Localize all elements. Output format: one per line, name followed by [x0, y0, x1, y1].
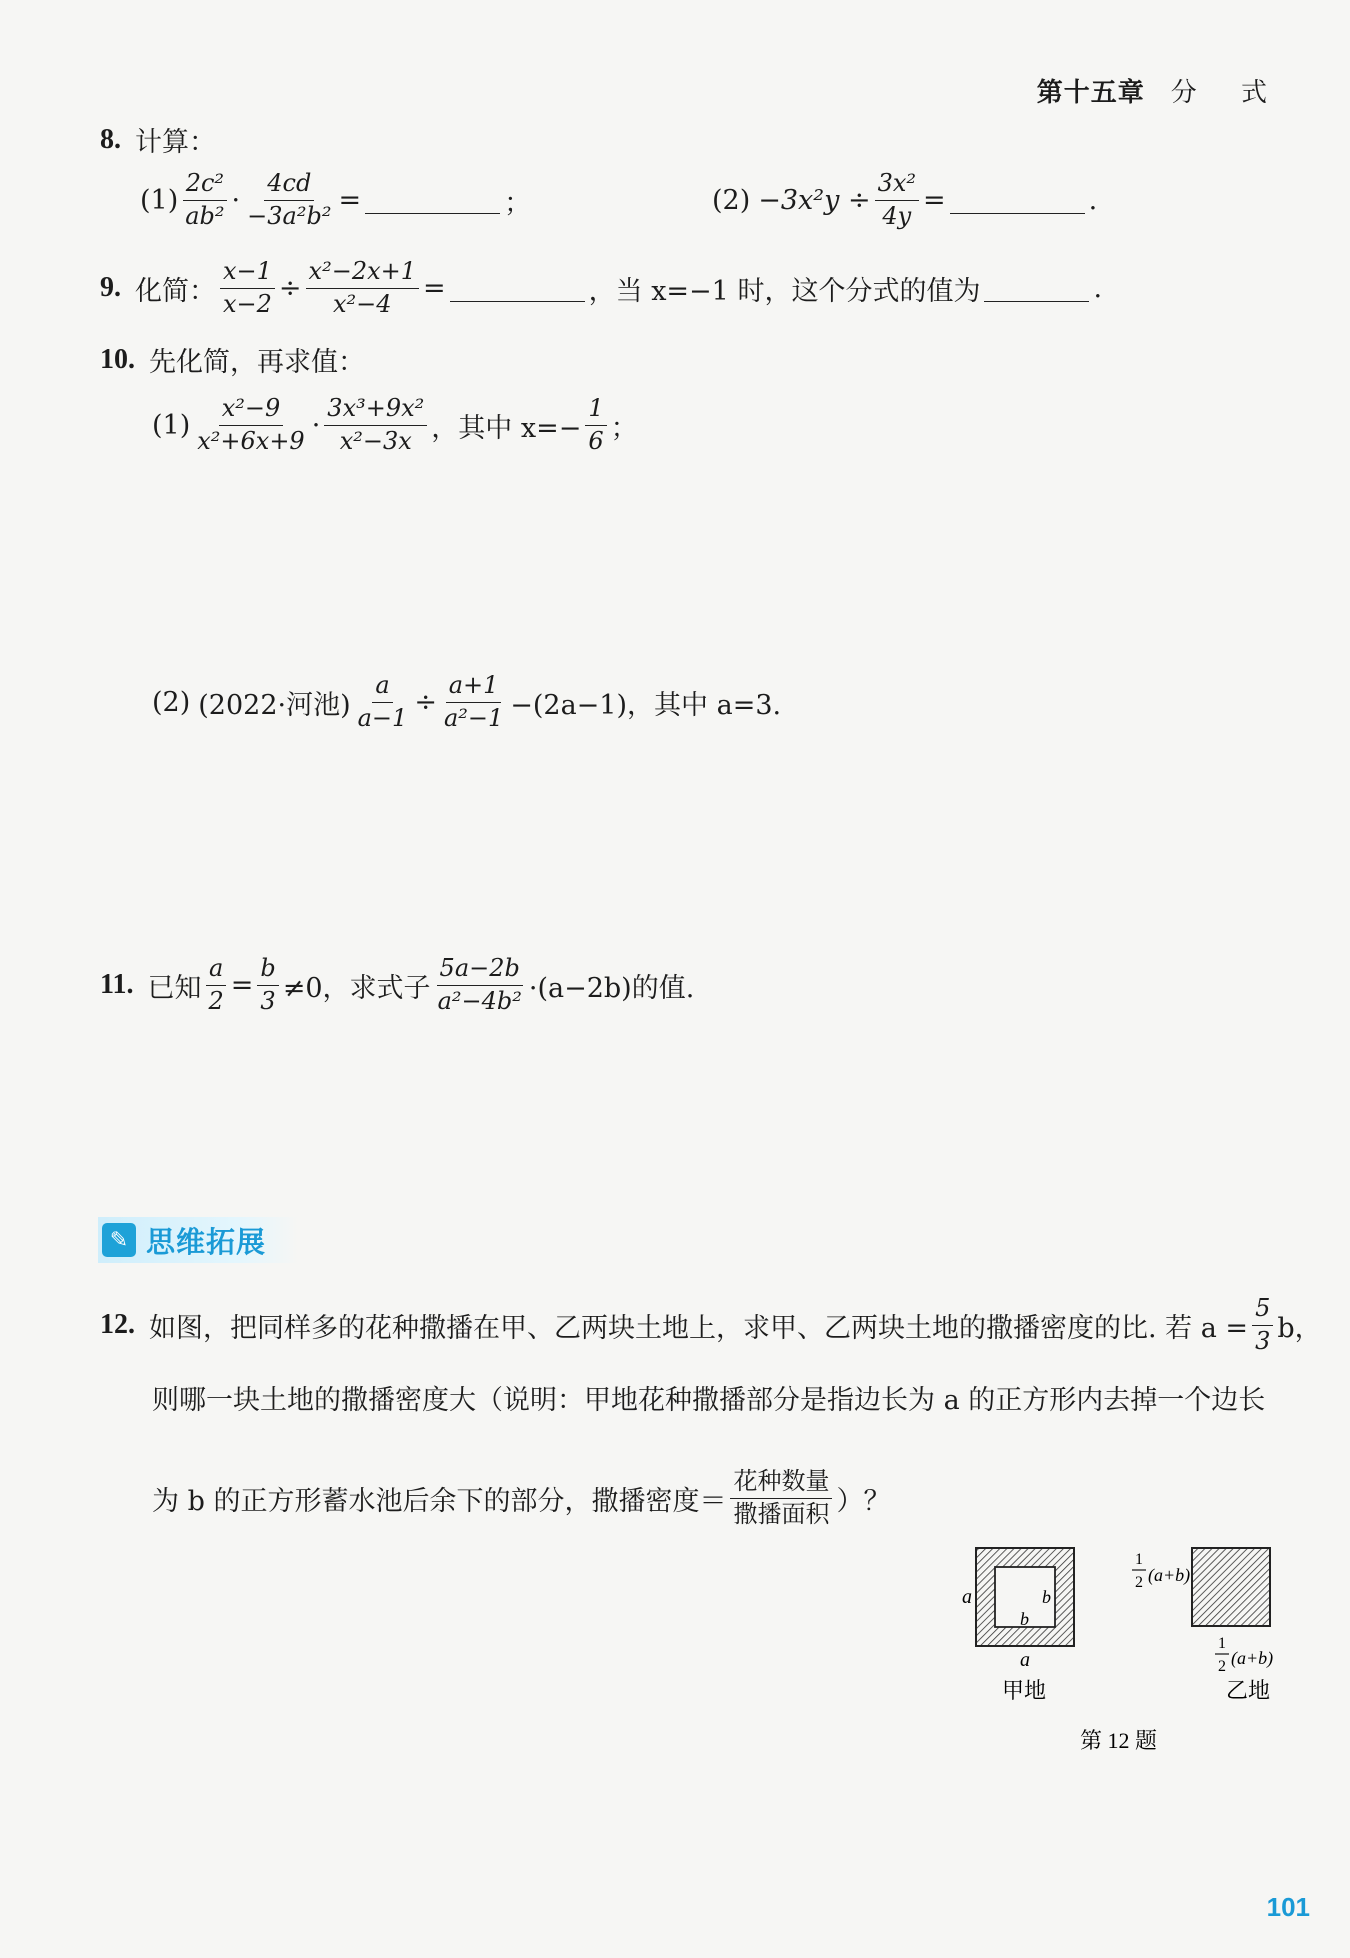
fraction: $\frac{\text{x²−9}}{\text{x²+6x+9}}$ — [197, 394, 305, 455]
question-12-line-1 — [100, 1295, 1322, 1355]
section-header — [98, 1217, 298, 1263]
question-text: ）？ — [836, 1485, 891, 1517]
label-jia: 甲地 — [1002, 1678, 1047, 1703]
page-number: 101 — [1266, 1892, 1310, 1922]
part-label: (1) — [152, 409, 191, 441]
equals: = — [230, 969, 254, 1001]
fraction: $\frac{a}{2}$ — [205, 955, 226, 1015]
question-8-part-2 — [712, 170, 1097, 230]
answer-blank[interactable] — [950, 187, 1085, 214]
question-text: b， — [1277, 1312, 1322, 1344]
punct: . — [1088, 184, 1098, 216]
question-12-line-3 — [152, 1468, 890, 1528]
punct: . — [1093, 272, 1103, 304]
label-b-inner: b — [1020, 1609, 1029, 1629]
label-yi: 乙地 — [1226, 1678, 1271, 1703]
question-11 — [100, 955, 694, 1015]
label-a-left: a — [962, 1586, 972, 1608]
question-text: ·(a−2b)的值. — [528, 972, 695, 1004]
question-8 — [100, 120, 216, 159]
label-a-bottom: a — [1020, 1649, 1030, 1671]
fraction: $\frac{4cd}{\text{−3a²b²}}$ — [247, 169, 332, 230]
fraction: $\frac{5}{3}$ — [1252, 1295, 1273, 1355]
fraction: $\frac{1}{6}$ — [585, 395, 606, 455]
fraction: $\frac{a}{a-1}$ — [357, 671, 408, 732]
question-text: 化简： — [135, 275, 216, 307]
condition-text: ，其中 x=− — [431, 412, 582, 444]
question-number: 11. — [100, 969, 134, 1001]
fraction: $\frac{\text{花种数量}}{\text{撒播面积}}$ — [730, 1468, 832, 1528]
answer-blank[interactable] — [450, 275, 585, 302]
question-text: ，当 x=−1 时，这个分式的值为 — [588, 275, 981, 307]
question-12-line-2 — [152, 1378, 1265, 1417]
condition-text: −(2a−1)，其中 a=3. — [510, 689, 782, 721]
question-number: 9. — [100, 272, 121, 304]
punct: ； — [610, 412, 638, 444]
question-text: 如图，把同样多的花种撒播在甲、乙两块土地上，求甲、乙两块土地的撒播密度的比. 若 a = — [149, 1312, 1249, 1344]
operator: ÷ — [278, 272, 302, 304]
expression: −3x²y ÷ — [758, 184, 871, 216]
half-den-bottom: 2 — [1218, 1658, 1226, 1675]
section-title: 思维拓展 — [146, 1224, 267, 1259]
question-8-part-1 — [140, 170, 531, 230]
chapter-header — [1037, 72, 1285, 109]
part-label: (1) — [140, 184, 179, 216]
fraction: $\frac{\text{2c²}}{\text{ab²}}$ — [182, 170, 227, 230]
part-label: (2) — [712, 184, 751, 216]
operator: · — [231, 184, 241, 216]
chapter-number: 第十五章 — [1036, 78, 1145, 108]
punct: ； — [504, 187, 532, 219]
question-text: 已知 — [147, 972, 202, 1004]
equals: = — [338, 184, 362, 216]
question-number: 8. — [100, 123, 121, 155]
half-den-top: 2 — [1135, 1574, 1143, 1591]
question-10 — [100, 340, 365, 379]
label-side-bottom: (a+b) — [1231, 1648, 1274, 1668]
pencil-note-icon: ✎ — [102, 1223, 136, 1257]
source-tag: (2022·河池) — [198, 689, 351, 721]
operator: · — [311, 409, 321, 441]
fraction: $\frac{\text{3x³+9x²}}{\text{x²−3x}}$ — [324, 395, 427, 455]
operator: ÷ — [414, 686, 437, 718]
question-number: 12. — [100, 1309, 135, 1341]
fraction: $\frac{x-1}{x-2}$ — [220, 258, 275, 318]
question-text: 先化简，再求值： — [149, 347, 365, 378]
question-text: 则哪一块土地的撒播密度大（说明：甲地花种撒播部分是指边长为 a 的正方形内去掉一个边长 — [152, 1385, 1266, 1416]
chapter-title: 分 式 — [1170, 78, 1285, 108]
figure-12 — [940, 1530, 1310, 1770]
question-10-part-1 — [152, 395, 638, 455]
question-text: 为 b 的正方形蓄水池后余下的部分，撒播密度＝ — [152, 1485, 727, 1517]
question-number: 10. — [100, 343, 135, 375]
question-9 — [100, 258, 1102, 318]
answer-blank[interactable] — [365, 187, 500, 214]
label-side-top: (a+b) — [1148, 1565, 1191, 1585]
fraction: $\frac{a+1}{\text{a²−1}}$ — [443, 671, 504, 732]
fraction: $\frac{5a-2b}{\text{a²−4b²}}$ — [437, 954, 522, 1015]
part-label: (2) — [152, 686, 191, 718]
question-text: 计算： — [135, 127, 216, 158]
fraction: $\frac{b}{3}$ — [257, 955, 278, 1015]
question-10-part-2 — [152, 672, 781, 732]
half-num-bottom: 1 — [1218, 1635, 1226, 1652]
answer-blank[interactable] — [984, 275, 1089, 302]
question-text: ≠0，求式子 — [282, 972, 431, 1004]
plot-yi-square — [1192, 1548, 1270, 1626]
half-num-top: 1 — [1135, 1551, 1143, 1568]
figure-caption: 第 12 题 — [1080, 1728, 1158, 1753]
fraction: $\frac{\text{3x²}}{4y}$ — [875, 170, 919, 230]
fraction: $\frac{\text{x²−2x+1}}{\text{x²−4}}$ — [306, 258, 419, 318]
equals: = — [423, 272, 446, 304]
equals: = — [923, 184, 946, 216]
label-b-right: b — [1042, 1587, 1051, 1607]
